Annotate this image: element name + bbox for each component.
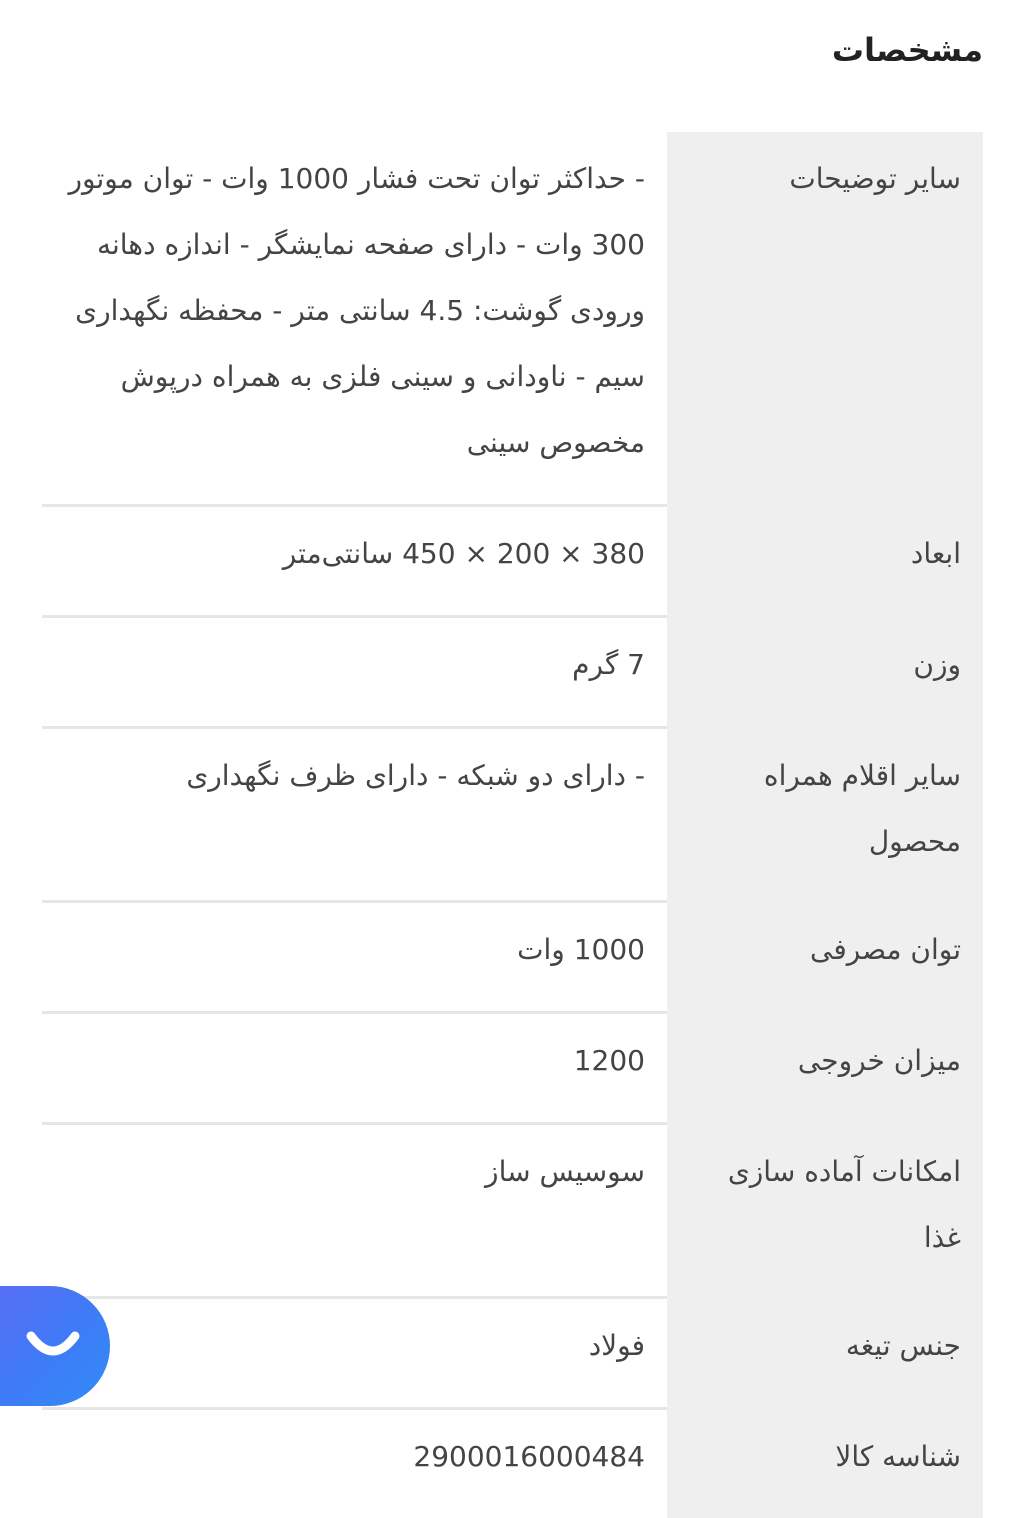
spec-key: وزن xyxy=(667,618,983,729)
spec-row-product-id xyxy=(42,1410,983,1518)
spec-row-power-consumption xyxy=(42,903,983,1014)
spec-value: سوسیس ساز xyxy=(42,1125,667,1299)
spec-key: سایر اقلام همراه محصول xyxy=(667,729,983,903)
spec-row-dimensions xyxy=(42,507,983,618)
spec-row-included-items xyxy=(42,729,983,903)
spec-row-weight xyxy=(42,618,983,729)
spec-value: - حداکثر توان تحت فشار 1000 وات - توان موتور 300 وات - دارای صفحه نمایشگر - اندازه دهانه ورودی گوشت: 4.5 سانتی متر - محفظه نگهداری سیم - ناودانی و سینی فلزی به همراه درپوش مخصوص سینی xyxy=(42,132,667,507)
spec-value: 1200 xyxy=(42,1014,667,1125)
spec-value: 2900016000484 xyxy=(413,1440,645,1473)
spec-key: ابعاد xyxy=(667,507,983,618)
spec-value: 7 گرم xyxy=(42,618,667,729)
spec-key: شناسه کالا xyxy=(667,1410,983,1518)
spec-table xyxy=(42,132,983,1518)
spec-value: 1000 وات xyxy=(42,903,667,1014)
spec-value: 380 × 200 × 450 سانتی‌متر xyxy=(42,507,667,618)
spec-key: توان مصرفی xyxy=(667,903,983,1014)
smile-chat-icon xyxy=(23,1326,83,1366)
section-title: مشخصات xyxy=(831,31,983,69)
spec-row-food-prep-features xyxy=(42,1125,983,1299)
spec-key: جنس تیغه xyxy=(667,1299,983,1410)
spec-value: فولاد xyxy=(42,1299,667,1410)
spec-row-other-descriptions xyxy=(42,132,983,507)
spec-row-output xyxy=(42,1014,983,1125)
spec-row-blade-material xyxy=(42,1299,983,1410)
spec-value: - دارای دو شبکه - دارای ظرف نگهداری xyxy=(42,729,667,903)
spec-key: امکانات آماده سازی غذا xyxy=(667,1125,983,1299)
spec-key: سایر توضیحات xyxy=(667,132,983,507)
spec-key: میزان خروجی xyxy=(667,1014,983,1125)
